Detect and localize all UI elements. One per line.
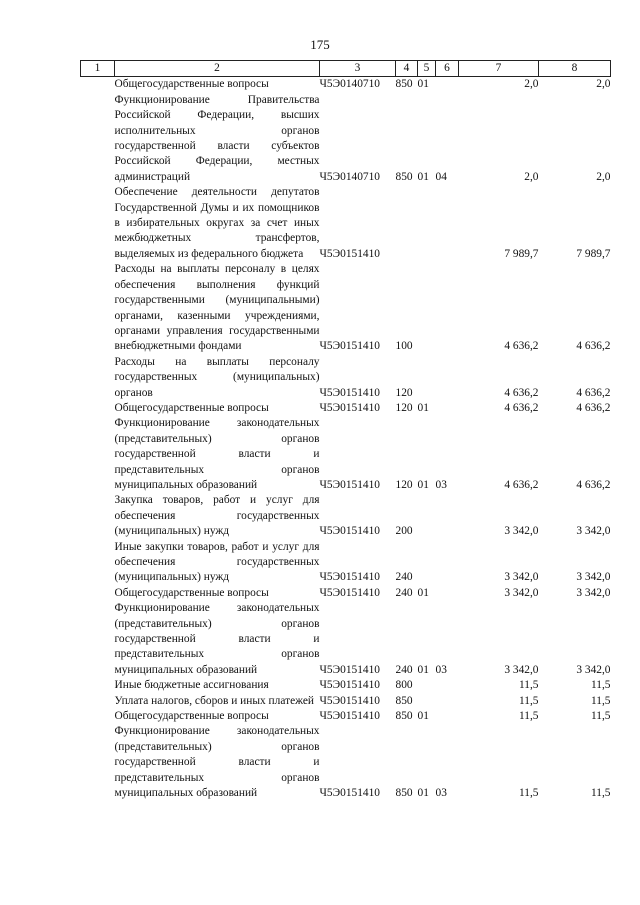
- expense-type-cell: 120: [395, 401, 413, 414]
- section-cell: [418, 540, 436, 586]
- amount-cell-7: 4 636,2: [504, 340, 539, 353]
- table-row: [81, 709, 611, 724]
- amount-cell-8: 11,5: [590, 679, 611, 692]
- section-cell: 01: [417, 170, 429, 183]
- amount-cell-8: 2,0: [596, 170, 611, 183]
- target-article-cell: Ч5Э0151410: [319, 571, 380, 584]
- row-number-cell: [81, 601, 115, 678]
- section-cell: 01: [417, 663, 429, 676]
- row-number-cell: [81, 493, 115, 539]
- amount-cell-7: 3 342,0: [504, 525, 539, 538]
- amount-cell-7: 11,5: [518, 694, 539, 707]
- amount-cell-7: 11,5: [518, 679, 539, 692]
- row-name-cell: Общегосударственные вопросы: [114, 401, 269, 414]
- amount-cell-8: 4 636,2: [576, 478, 611, 491]
- expense-type-cell: 100: [395, 340, 413, 353]
- amount-cell-8: 3 342,0: [576, 586, 611, 599]
- subsection-cell: 03: [435, 787, 447, 800]
- amount-cell-7: 11,5: [518, 787, 539, 800]
- amount-cell-7: 4 636,2: [504, 478, 539, 491]
- row-number-cell: [81, 355, 115, 401]
- amount-cell-8: 3 342,0: [576, 663, 611, 676]
- amount-cell-8: 11,5: [590, 787, 611, 800]
- target-article-cell: Ч5Э0151410: [319, 340, 380, 353]
- target-article-cell: Ч5Э0151410: [319, 663, 380, 676]
- table-row: [81, 77, 611, 93]
- column-header-4: 4: [396, 61, 418, 77]
- row-name-cell: Иные бюджетные ассигнования: [114, 679, 269, 692]
- column-header-7: 7: [459, 61, 539, 77]
- column-header-3: 3: [320, 61, 396, 77]
- expense-type-cell: 850: [395, 710, 413, 723]
- target-article-cell: Ч5Э0151410: [319, 525, 380, 538]
- row-number-cell: [81, 709, 115, 724]
- row-name-cell: Функционирование Правительства Российской Федерации, высших исполнительных органов государственной власти субъектов Российской Федерации, местных администраций: [114, 93, 320, 183]
- row-name-cell: Функционирование законодательных (представительных) органов государственной власти и представительных органов муниципальных образований: [114, 417, 320, 491]
- section-cell: [418, 262, 436, 354]
- section-cell: 01: [417, 787, 429, 800]
- target-article-cell: Ч5Э0151410: [319, 247, 380, 260]
- subsection-cell: 03: [435, 663, 447, 676]
- table-row: [81, 540, 611, 586]
- expense-type-cell: 850: [395, 694, 413, 707]
- expense-type-cell: 850: [395, 170, 413, 183]
- table-header: [81, 61, 611, 77]
- subsection-cell: [436, 493, 459, 539]
- section-cell: 01: [417, 478, 429, 491]
- row-name-cell: Иные закупки товаров, работ и услуг для обеспечения государственных (муниципальных) нужд: [114, 540, 320, 584]
- section-cell: [418, 185, 436, 262]
- amount-cell-8: 4 636,2: [576, 386, 611, 399]
- amount-cell-7: 11,5: [518, 710, 539, 723]
- table-row: [81, 694, 611, 709]
- target-article-cell: Ч5Э0151410: [319, 401, 380, 414]
- table-row: [81, 678, 611, 693]
- table-row: [81, 724, 611, 801]
- expense-type-cell: 240: [395, 571, 413, 584]
- row-number-cell: [81, 540, 115, 586]
- row-number-cell: [81, 416, 115, 493]
- amount-cell-7: 3 342,0: [504, 586, 539, 599]
- target-article-cell: Ч5Э0151410: [319, 710, 380, 723]
- table-row: [81, 262, 611, 354]
- target-article-cell: Ч5Э0151410: [319, 478, 380, 491]
- section-cell: 01: [417, 78, 429, 91]
- amount-cell-7: 4 636,2: [504, 386, 539, 399]
- subsection-cell: 04: [435, 170, 447, 183]
- expense-type-cell: 240: [395, 663, 413, 676]
- table-row: [81, 493, 611, 539]
- amount-cell-7: 2,0: [524, 78, 539, 91]
- row-number-cell: [81, 93, 115, 185]
- section-cell: [418, 355, 436, 401]
- amount-cell-7: 3 342,0: [504, 663, 539, 676]
- amount-cell-8: 3 342,0: [576, 571, 611, 584]
- amount-cell-8: 7 989,7: [576, 247, 611, 260]
- row-number-cell: [81, 724, 115, 801]
- expense-type-cell: [396, 185, 418, 262]
- row-number-cell: [81, 185, 115, 262]
- section-cell: [418, 493, 436, 539]
- budget-table: [80, 60, 611, 802]
- row-number-cell: [81, 586, 115, 601]
- subsection-cell: [436, 185, 459, 262]
- amount-cell-8: 2,0: [596, 78, 611, 91]
- column-header-2: 2: [115, 61, 320, 77]
- amount-cell-7: 3 342,0: [504, 571, 539, 584]
- row-name-cell: Общегосударственные вопросы: [114, 586, 269, 599]
- header-row: [81, 61, 611, 77]
- column-header-8: 8: [539, 61, 611, 77]
- amount-cell-8: 4 636,2: [576, 401, 611, 414]
- amount-cell-7: 7 989,7: [504, 247, 539, 260]
- row-name-cell: Общегосударственные вопросы: [114, 78, 269, 91]
- target-article-cell: Ч5Э0140710: [319, 170, 380, 183]
- row-name-cell: Общегосударственные вопросы: [114, 710, 269, 723]
- subsection-cell: [436, 540, 459, 586]
- amount-cell-8: 11,5: [590, 710, 611, 723]
- subsection-cell: [436, 401, 459, 416]
- section-cell: 01: [417, 586, 429, 599]
- expense-type-cell: 850: [395, 787, 413, 800]
- target-article-cell: Ч5Э0151410: [319, 386, 380, 399]
- expense-type-cell: 200: [395, 525, 413, 538]
- row-number-cell: [81, 694, 115, 709]
- amount-cell-8: 4 636,2: [576, 340, 611, 353]
- subsection-cell: 03: [435, 478, 447, 491]
- table-row: [81, 355, 611, 401]
- subsection-cell: [436, 709, 459, 724]
- expense-type-cell: 850: [395, 78, 413, 91]
- subsection-cell: [436, 586, 459, 601]
- column-header-6: 6: [436, 61, 459, 77]
- row-number-cell: [81, 401, 115, 416]
- target-article-cell: Ч5Э0140710: [319, 78, 380, 91]
- table-row: [81, 185, 611, 262]
- target-article-cell: Ч5Э0151410: [319, 694, 380, 707]
- target-article-cell: Ч5Э0151410: [319, 586, 380, 599]
- subsection-cell: [436, 678, 459, 693]
- column-header-1: 1: [81, 61, 115, 77]
- row-name-cell: Функционирование законодательных (представительных) органов государственной власти и представительных органов муниципальных образований: [114, 725, 320, 800]
- target-article-cell: Ч5Э0151410: [319, 679, 380, 692]
- section-cell: 01: [417, 401, 429, 414]
- table-row: [81, 93, 611, 185]
- subsection-cell: [436, 262, 459, 354]
- amount-cell-7: 2,0: [524, 170, 539, 183]
- table-row: [81, 601, 611, 678]
- row-number-cell: [81, 262, 115, 354]
- table-row: [81, 401, 611, 416]
- expense-type-cell: 800: [395, 679, 413, 692]
- subsection-cell: [436, 355, 459, 401]
- section-cell: [418, 694, 436, 709]
- section-cell: [418, 678, 436, 693]
- expense-type-cell: 120: [395, 478, 413, 491]
- target-article-cell: Ч5Э0151410: [319, 787, 380, 800]
- row-number-cell: [81, 678, 115, 693]
- row-number-cell: [81, 77, 115, 93]
- subsection-cell: [436, 77, 459, 93]
- amount-cell-8: 11,5: [590, 694, 611, 707]
- column-header-5: 5: [418, 61, 436, 77]
- section-cell: 01: [417, 710, 429, 723]
- amount-cell-8: 3 342,0: [576, 525, 611, 538]
- amount-cell-7: 4 636,2: [504, 401, 539, 414]
- table-row: [81, 586, 611, 601]
- expense-type-cell: 240: [395, 586, 413, 599]
- row-name-cell: Уплата налогов, сборов и иных платежей: [114, 694, 314, 707]
- subsection-cell: [436, 694, 459, 709]
- expense-type-cell: 120: [395, 386, 413, 399]
- page-number: 175: [310, 37, 330, 52]
- table-body: [81, 77, 611, 802]
- row-name-cell: Закупка товаров, работ и услуг для обеспечения государственных (муниципальных) нужд: [114, 494, 320, 538]
- row-name-cell: Расходы на выплаты персоналу в целях обеспечения выполнения функций государственными (муниципальными) органами, казенными учреждениями, органами управления государственными внебюджетными фондами: [114, 263, 320, 353]
- row-name-cell: Обеспечение деятельности депутатов Государственной Думы и их помощников в избирательных округах за счет иных межбюджетных трансфертов, выделяемых из федерального бюджета: [114, 186, 320, 260]
- row-name-cell: Функционирование законодательных (представительных) органов государственной власти и представительных органов муниципальных образований: [114, 602, 320, 676]
- table-row: [81, 416, 611, 493]
- row-name-cell: Расходы на выплаты персоналу государственных (муниципальных) органов: [114, 355, 320, 399]
